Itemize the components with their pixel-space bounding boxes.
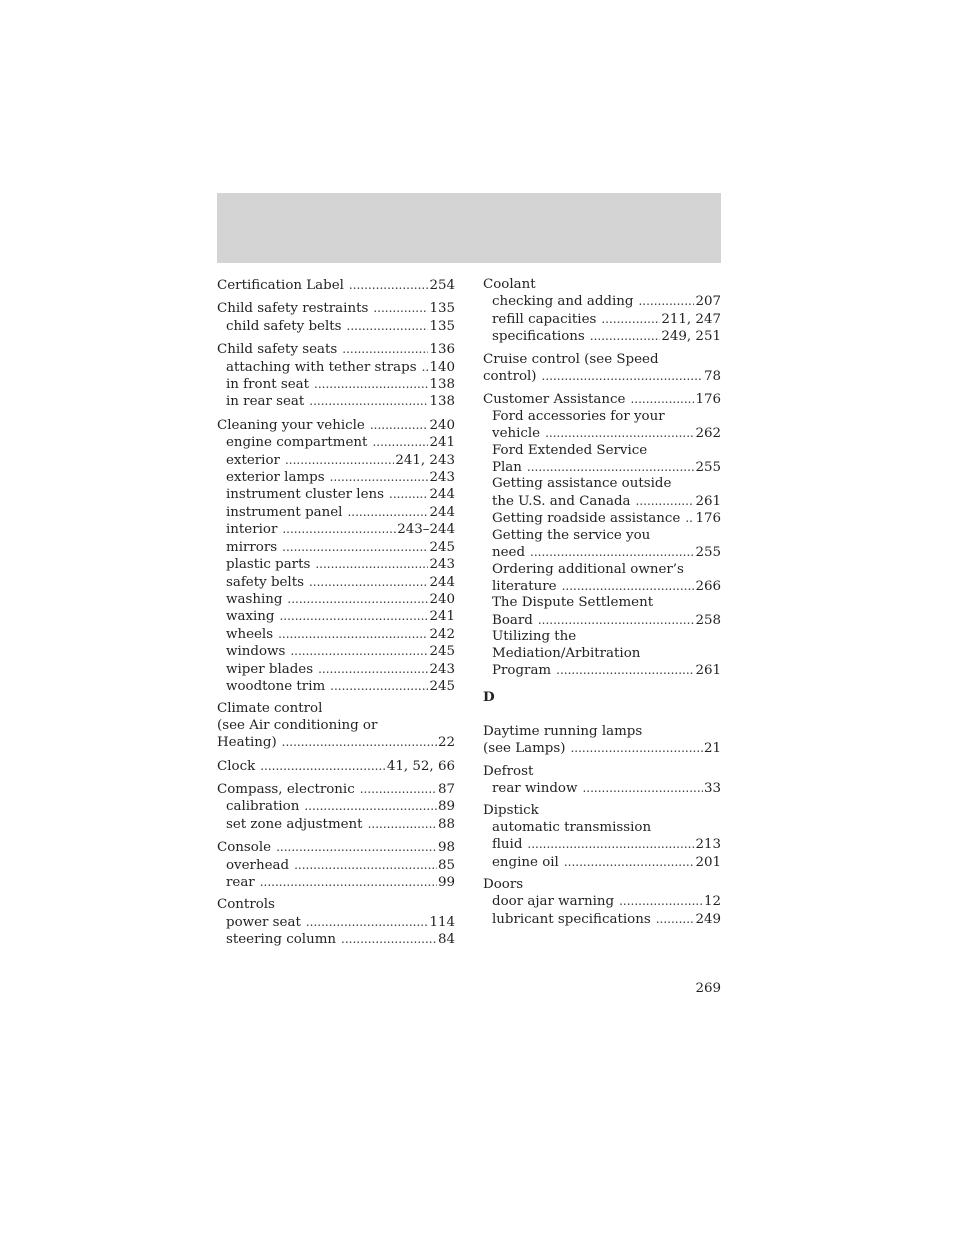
index-subentry-line (483, 528, 721, 544)
index-subentry-line (483, 459, 721, 476)
index-column-left (217, 277, 455, 955)
entry-page: 21 (703, 741, 721, 757)
entry-page: 211, 247 (661, 311, 721, 327)
entry-page: 201 (695, 854, 721, 870)
entry-text: Getting roadside assistance (492, 511, 681, 527)
index-entry (217, 781, 455, 833)
entry-text: wiper blades (226, 661, 314, 677)
index-subentry-line (217, 521, 455, 538)
entry-text: (see Lamps) (483, 741, 566, 757)
index-subentry-line (483, 476, 721, 492)
entry-page: 266 (695, 578, 721, 594)
entry-text: child safety belts (226, 318, 342, 334)
index-entry-line (217, 277, 455, 294)
entry-text: instrument panel (226, 504, 343, 520)
index-entry (217, 341, 455, 411)
dot-leader (372, 434, 428, 451)
index-subentry-line (483, 409, 721, 425)
entry-page: 240 (429, 591, 455, 607)
entry-page: 241 (429, 435, 455, 451)
dot-leader (342, 341, 428, 358)
header-band (217, 193, 721, 263)
entry-text: Plan (492, 460, 522, 476)
entry-text: automatic transmission (492, 819, 652, 835)
dot-leader (545, 425, 694, 442)
entry-text: steering column (226, 932, 337, 948)
entry-page: 138 (429, 377, 455, 393)
dot-leader (278, 626, 428, 643)
entry-text: Child safety restraints (217, 301, 369, 317)
dot-leader (630, 391, 694, 408)
index-subentry-line (217, 816, 455, 833)
entry-page: 241, 243 (395, 452, 455, 468)
entry-text: exterior lamps (226, 470, 325, 486)
dot-leader (422, 359, 429, 376)
entry-text: overhead (226, 857, 290, 873)
entry-page: 114 (429, 914, 455, 930)
index-subentry-line (483, 328, 721, 345)
index-entry-line (217, 718, 455, 734)
entry-text: Clock (217, 758, 256, 774)
dot-leader (373, 300, 428, 317)
dot-leader (570, 740, 703, 757)
index-subentry-line (217, 643, 455, 660)
dot-leader (349, 277, 429, 294)
index-subentry-line (483, 595, 721, 611)
index-subentry-line (483, 820, 721, 836)
index-entry-line (483, 368, 721, 385)
entry-page: 261 (695, 662, 721, 678)
index-subentry-line (217, 857, 455, 874)
dot-leader (341, 931, 437, 948)
entry-page: 176 (695, 392, 721, 408)
dot-leader (636, 493, 695, 510)
entry-text: Defrost (483, 763, 534, 779)
index-subentry-line (483, 911, 721, 928)
entry-text: Cruise control (see Speed (483, 351, 659, 367)
entry-text: power seat (226, 914, 301, 930)
index-subentry-line (217, 318, 455, 335)
entry-text: (see Air conditioning or (217, 717, 378, 733)
entry-text: safety belts (226, 574, 304, 590)
index-entry-line (217, 300, 455, 317)
dot-leader (314, 376, 428, 393)
entry-text: Daytime running lamps (483, 723, 643, 739)
entry-text: Board (492, 612, 533, 628)
entry-text: Program (492, 662, 552, 678)
entry-text: washing (226, 591, 283, 607)
entry-text: the U.S. and Canada (492, 493, 631, 509)
index-entry-line (483, 803, 721, 819)
entry-text: interior (226, 522, 278, 538)
index-subentry-line (217, 504, 455, 521)
entry-page: 98 (437, 840, 455, 856)
dot-leader (656, 911, 695, 928)
entry-text: Climate control (217, 701, 323, 717)
entry-text: mirrors (226, 539, 278, 555)
entry-page: 249, 251 (661, 329, 721, 345)
index-subentry-line (217, 608, 455, 625)
index-entry (217, 758, 455, 775)
dot-leader (260, 758, 386, 775)
entry-page: 85 (437, 857, 455, 873)
dot-leader (304, 798, 437, 815)
index-column-right (483, 277, 721, 934)
dot-leader (530, 544, 694, 561)
index-entry-line (217, 734, 455, 751)
entry-text: rear window (492, 780, 578, 796)
dot-leader (282, 539, 428, 556)
index-subentry-line (483, 311, 721, 328)
dot-leader (582, 780, 703, 797)
entry-text: The Dispute Settlement (492, 595, 654, 611)
index-entry-line (217, 897, 455, 913)
entry-text: literature (492, 578, 557, 594)
entry-page: 244 (429, 574, 455, 590)
entry-text: Utilizing the (492, 629, 577, 645)
entry-text: engine compartment (226, 435, 368, 451)
index-subentry-line (483, 646, 721, 662)
dot-leader (370, 417, 429, 434)
index-subentry-line (217, 931, 455, 948)
entry-page: 135 (429, 318, 455, 334)
entry-text: Getting assistance outside (492, 476, 672, 492)
entry-text: fluid (492, 837, 523, 853)
dot-leader (309, 393, 428, 410)
entry-page: 140 (429, 359, 455, 375)
entry-page: 244 (429, 504, 455, 520)
entry-text: vehicle (492, 426, 541, 442)
entry-text: Doors (483, 877, 524, 892)
index-subentry-line (217, 914, 455, 931)
index-entry-line (483, 877, 721, 893)
entry-text: Dipstick (483, 803, 539, 819)
dot-leader (538, 612, 695, 629)
entry-page: 12 (703, 894, 721, 910)
entry-page: 87 (437, 781, 455, 797)
entry-text: attaching with tether straps (226, 359, 417, 375)
index-entry (483, 277, 721, 346)
index-entry-line (483, 764, 721, 780)
entry-page: 262 (695, 426, 721, 442)
dot-leader (282, 734, 437, 751)
index-subentry-line (217, 376, 455, 393)
index-entry (483, 764, 721, 798)
dot-leader (260, 874, 437, 891)
entry-page: 245 (429, 678, 455, 694)
dot-leader (330, 469, 429, 486)
index-subentry-line (483, 854, 721, 871)
dot-leader (527, 459, 695, 476)
index-subentry-line (483, 544, 721, 561)
entry-page: 99 (437, 875, 455, 890)
index-subentry-line (217, 539, 455, 556)
index-subentry-line (483, 510, 721, 527)
index-subentry-line (217, 393, 455, 410)
entry-page: 135 (429, 301, 455, 317)
index-entry-line (483, 277, 721, 293)
dot-leader (287, 591, 428, 608)
index-entry-line (217, 341, 455, 358)
index-entry-line (217, 417, 455, 434)
index-subentry-line (217, 469, 455, 486)
dot-leader (368, 816, 437, 833)
entry-text: set zone adjustment (226, 816, 363, 832)
dot-leader (685, 510, 694, 527)
entry-page: 245 (429, 539, 455, 555)
dot-leader (347, 504, 428, 521)
entry-page: 243 (429, 470, 455, 486)
index-entry (217, 277, 455, 294)
entry-text: control) (483, 369, 537, 385)
index-subentry-line (483, 836, 721, 853)
index-subentry-line (483, 562, 721, 578)
index-group-d (483, 724, 721, 928)
dot-leader (556, 662, 694, 679)
entry-text: Heating) (217, 735, 277, 751)
entry-text: Cleaning your vehicle (217, 417, 365, 433)
entry-text: Certification Label (217, 278, 344, 293)
dot-leader (309, 574, 428, 591)
entry-page: 243 (429, 557, 455, 573)
entry-text: need (492, 545, 526, 561)
dot-leader (347, 318, 429, 335)
dot-leader (318, 661, 428, 678)
index-entry-line (483, 391, 721, 408)
index-subentry-line (483, 493, 721, 510)
entry-text: woodtone trim (226, 678, 326, 694)
index-entry-line (483, 740, 721, 757)
index-entry-line (217, 839, 455, 856)
dot-leader (285, 452, 394, 469)
index-entry (483, 391, 721, 679)
index-subentry-line (217, 556, 455, 573)
index-subentry-line (217, 434, 455, 451)
entry-text: waxing (226, 609, 275, 625)
entry-page: 258 (695, 612, 721, 628)
index-subentry-line (483, 780, 721, 797)
entry-text: Console (217, 840, 272, 856)
index-subentry-line (217, 798, 455, 815)
dot-leader (527, 836, 694, 853)
dot-leader (601, 311, 660, 328)
index-subentry-line (483, 893, 721, 910)
dot-leader (542, 368, 703, 385)
page-number: 269 (695, 981, 721, 996)
entry-page: 84 (437, 932, 455, 948)
entry-page: 213 (695, 837, 721, 853)
dot-leader (638, 293, 694, 310)
entry-page: 33 (703, 780, 721, 796)
dot-leader (290, 643, 428, 660)
dot-leader (276, 839, 437, 856)
index-subentry-line (217, 591, 455, 608)
index-subentry-line (217, 486, 455, 503)
index-entry (217, 897, 455, 948)
entry-page: 245 (429, 644, 455, 660)
index-subentry-line (483, 612, 721, 629)
entry-page: 78 (703, 369, 721, 385)
entry-text: door ajar warning (492, 894, 615, 910)
index-subentry-line (217, 626, 455, 643)
index-subentry-line (217, 452, 455, 469)
index-entry (217, 839, 455, 891)
entry-page: 89 (437, 799, 455, 815)
index-entry-line (483, 724, 721, 740)
entry-text: Getting the service you (492, 527, 651, 543)
index-subentry-line (483, 578, 721, 595)
index-entry (217, 300, 455, 335)
entry-page: 241 (429, 609, 455, 625)
entry-page: 254 (429, 278, 455, 293)
entry-page: 255 (695, 545, 721, 561)
entry-page: 249 (695, 911, 721, 927)
entry-text: checking and adding (492, 294, 634, 310)
dot-leader (619, 893, 703, 910)
index-entry (483, 803, 721, 871)
index-entry (217, 417, 455, 696)
dot-leader (282, 521, 396, 538)
entry-page: 261 (695, 493, 721, 509)
index-subentry-line (217, 359, 455, 376)
entry-page: 255 (695, 460, 721, 476)
dot-leader (306, 914, 429, 931)
index-entry-line (217, 701, 455, 717)
entry-page: 138 (429, 394, 455, 410)
index-entry (483, 352, 721, 386)
entry-page: 243–244 (397, 522, 455, 538)
index-subentry-line (217, 574, 455, 591)
entry-text: Ford Extended Service (492, 442, 648, 458)
index-entry-line (217, 781, 455, 798)
index-subentry-line (483, 629, 721, 645)
entry-text: plastic parts (226, 557, 311, 573)
entry-text: Mediation/Arbitration (492, 645, 641, 661)
entry-text: engine oil (492, 854, 559, 870)
index-subentry-line (217, 678, 455, 695)
index-subentry-line (217, 874, 455, 891)
index-entry-line (217, 758, 455, 775)
entry-text: Ordering additional owner’s (492, 561, 684, 577)
entry-text: in front seat (226, 377, 310, 393)
index-subentry-line (217, 661, 455, 678)
entry-text: Compass, electronic (217, 781, 355, 797)
index-entry (217, 701, 455, 751)
dot-leader (590, 328, 661, 345)
entry-page: 136 (429, 342, 455, 358)
entry-text: specifications (492, 329, 585, 345)
dot-leader (294, 857, 437, 874)
index-group-c-continued (483, 277, 721, 679)
entry-page: 22 (437, 735, 455, 751)
index-subentry-line (483, 662, 721, 679)
entry-page: 207 (695, 294, 721, 310)
entry-text: in rear seat (226, 394, 305, 410)
entry-text: Ford accessories for your (492, 408, 665, 424)
entry-text: rear (226, 875, 255, 890)
entry-page: 240 (429, 417, 455, 433)
entry-text: Coolant (483, 277, 536, 292)
dot-leader (315, 556, 428, 573)
dot-leader (360, 781, 437, 798)
dot-leader (562, 578, 695, 595)
entry-text: Controls (217, 897, 275, 913)
dot-leader (330, 678, 428, 695)
dot-leader (564, 854, 695, 871)
entry-text: wheels (226, 626, 274, 642)
index-entry (483, 877, 721, 928)
dot-leader (279, 608, 428, 625)
index-subentry-line (483, 293, 721, 310)
entry-text: Child safety seats (217, 342, 338, 358)
entry-text: refill capacities (492, 311, 597, 327)
entry-page: 243 (429, 661, 455, 677)
entry-page: 244 (429, 487, 455, 503)
entry-text: windows (226, 644, 286, 660)
entry-page: 41, 52, 66 (386, 758, 455, 774)
dot-leader (389, 486, 428, 503)
index-subentry-line (483, 443, 721, 459)
entry-text: lubricant specifications (492, 911, 651, 927)
section-letter: D (483, 689, 495, 706)
entry-page: 242 (429, 626, 455, 642)
entry-text: calibration (226, 799, 300, 815)
entry-text: exterior (226, 452, 280, 468)
index-entry-line (483, 352, 721, 368)
entry-text: instrument cluster lens (226, 487, 385, 503)
entry-page: 88 (437, 816, 455, 832)
entry-page: 176 (695, 511, 721, 527)
index-subentry-line (483, 425, 721, 442)
index-entry (483, 724, 721, 758)
entry-text: Customer Assistance (483, 392, 626, 408)
